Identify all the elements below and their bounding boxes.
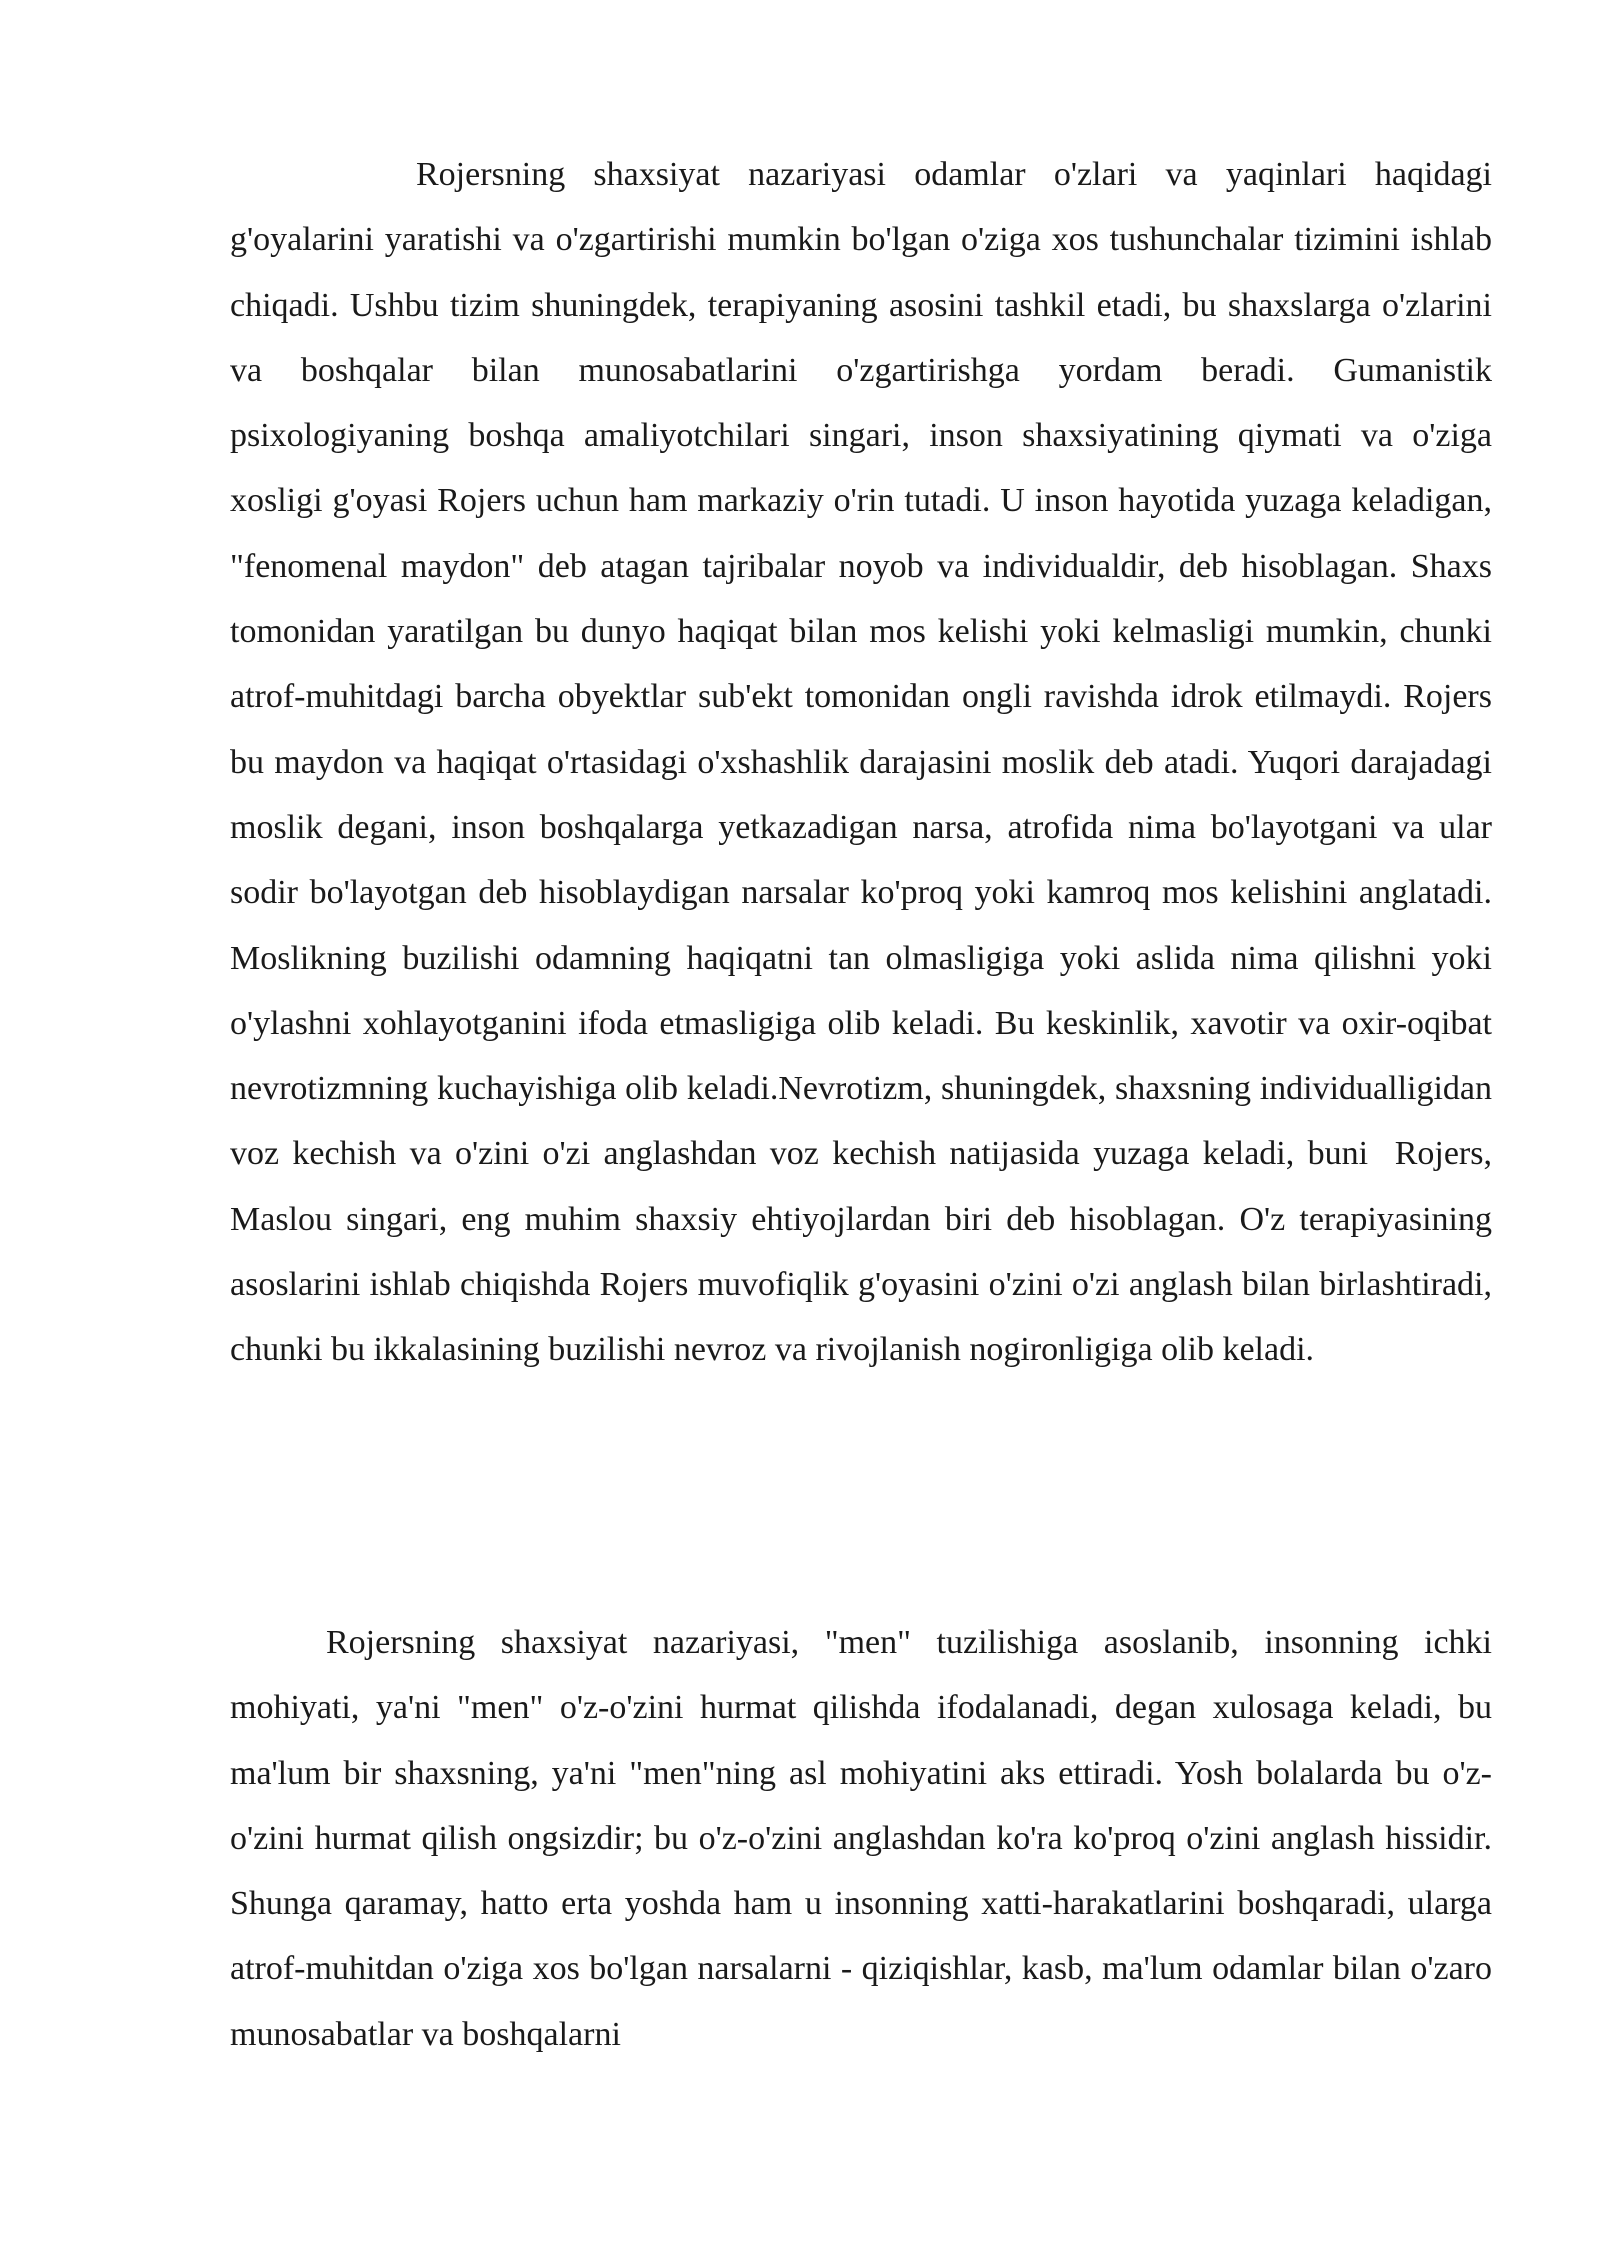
paragraph-self-structure <box>230 1610 1492 2067</box>
paragraph-rogers-theory-intro <box>230 142 1492 1383</box>
paragraph-text: Rojersning shaxsiyat nazariyasi, "men" tuzilishiga asoslanib, insonning ichki mohiyati, ya'ni "men" o'z-o'zini hurmat qilishda ifodalanadi, degan xulosaga keladi, bu ma'lum bir shaxsning, ya'ni "men"ning asl mohiyatini aks ettiradi. Yosh bolalarda bu o'z-o'zini hurmat qilish ongsizdir; bu o'z-o'zini anglashdan ko'ra ko'proq o'zini anglash hissidir. Shunga qaramay, hatto erta yoshda ham u insonning xatti-harakatlarini boshqaradi, ularga atrof-muhitdan o'ziga xos bo'lgan narsalarni - qiziqishlar, kasb, ma'lum odamlar bilan o'zaro munosabatlar va boshqalarni <box>230 1624 1492 2053</box>
paragraph-text: Rojersning shaxsiyat nazariyasi odamlar o'zlari va yaqinlari haqidagi g'oyalarini yaratishi va o'zgartirishi mumkin bo'lgan o'ziga xos tushunchalar tizimini ishlab chiqadi. Ushbu tizim shuningdek, terapiyaning asosini tashkil etadi, bu shaxslarga o'zlarini va boshqalar bilan munosabatlarini o'zgartirishga yordam beradi. Gumanistik psixologiyaning boshqa amaliyotchilari singari, inson shaxsiyatining qiymati va o'ziga xosligi g'oyasi Rojers uchun ham markaziy o'rin tutadi. U inson hayotida yuzaga keladigan, "fenomenal maydon" deb atagan tajribalar noyob va individualdir, deb hisoblagan. Shaxs tomonidan yaratilgan bu dunyo haqiqat bilan mos kelishi yoki kelmasligi mumkin, chunki atrof-muhitdagi barcha obyektlar sub'ekt tomonidan ongli ravishda idrok etilmaydi. Rojers bu maydon va haqiqat o'rtasidagi o'xshashlik darajasini moslik deb atadi. Yuqori darajadagi moslik degani, inson boshqalarga yetkazadigan narsa, atrofida nima bo'layotgani va ular sodir bo'layotgan deb hisoblaydigan narsalar ko'proq yoki kamroq mos kelishini anglatadi. Moslikning buzilishi odamning haqiqatni tan olmasligiga yoki aslida nima qilishni yoki o'ylashni xohlayotganini ifoda etmasligiga olib keladi. Bu keskinlik, xavotir va oxir-oqibat nevrotizmning kuchayishiga olib keladi.Nevrotizm, shuningdek, shaxsning individualligidan voz kechish va o'zini o'zi anglashdan voz kechish natijasida yuzaga keladi, buni Rojers, Maslou singari, eng muhim shaxsiy ehtiyojlardan biri deb hisoblagan. O'z terapiyasining asoslarini ishlab chiqishda Rojers muvofiqlik g'oyasini o'zini o'zi anglash bilan birlashtiradi, chunki bu ikkalasining buzilishi nevroz va rivojlanish nogironligiga olib keladi. <box>230 156 1492 1369</box>
